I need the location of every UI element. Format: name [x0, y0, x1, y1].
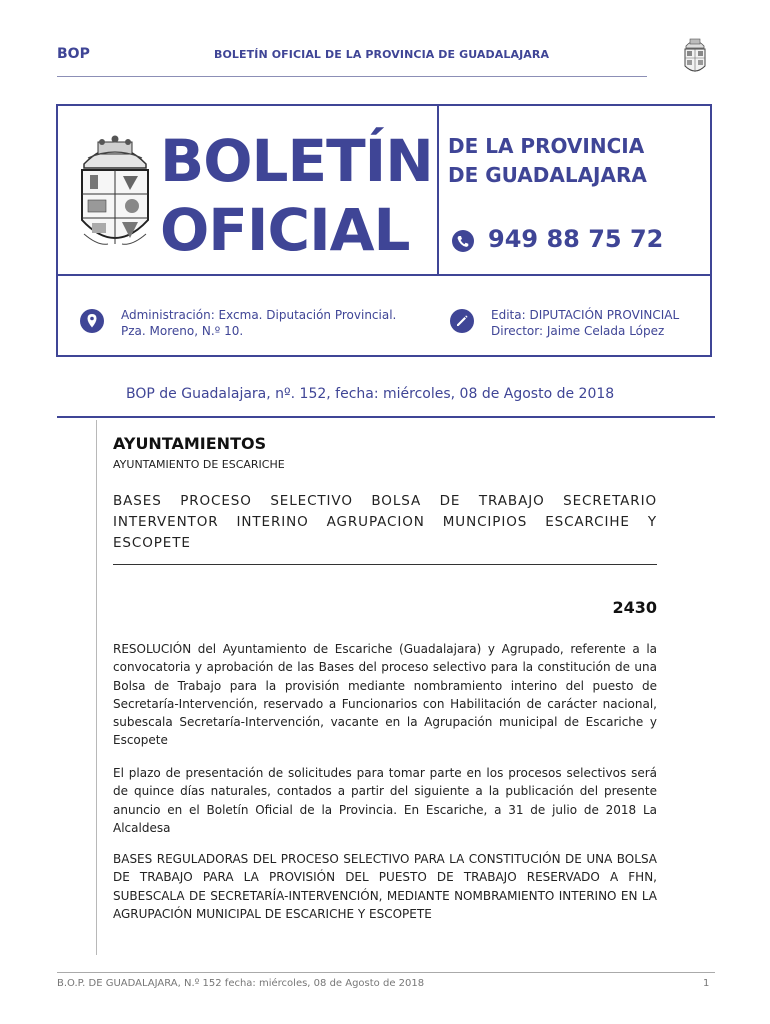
coat-of-arms-small-icon: [682, 36, 708, 76]
paragraph-deadline: El plazo de presentación de solicitudes para tomar parte en los procesos selectivos será de quince días naturales, contados a partir del siguiente a la publicación del presente anuncio en el Boletín Oficial de la Provincia. En Escariche, a 31 de julio de 2018 La Alcaldesa: [113, 766, 657, 835]
footer-citation: B.O.P. DE GUADALAJARA, N.º 152 fecha: miércoles, 08 de Agosto de 2018: [57, 978, 425, 989]
subsection-heading: AYUNTAMIENTO DE ESCARICHE: [113, 458, 285, 471]
announcement-number: 2430: [612, 598, 657, 617]
masthead-divider: [56, 274, 712, 276]
paragraph-resolution: RESOLUCIÓN del Ayuntamiento de Escariche (Guadalajara) y Agrupado, referente a la convocatoria y aprobación de las Bases del proceso selectivo para la constitución de una Bolsa de Trabajo para la provisión mediante nombramiento interino del puesto de Secretaría-Intervención, reservado a Funcionarios con Habilitación de carácter nacional, subescala Secretaría-Intervención, vacante en la Agrupación municipal de Escariche y Escopete: [113, 642, 657, 748]
announcement-title: BASES PROCESO SELECTIVO BOLSA DE TRABAJO SECRETARIO INTERVENTOR INTERINO AGRUPACION MUNCIPIOS ESCARCIHE Y ESCOPETE: [113, 493, 657, 551]
issue-line: BOP de Guadalajara, nº. 152, fecha: miércoles, 08 de Agosto de 2018: [126, 386, 615, 402]
pencil-icon: [450, 309, 474, 333]
header-rule: [57, 76, 647, 77]
footer-rule: [57, 972, 715, 973]
issue-rule: [57, 416, 715, 418]
page-number: 1: [703, 978, 710, 989]
location-pin-icon: [80, 309, 104, 333]
editor-line-2: Director: Jaime Celada López: [491, 324, 665, 338]
masthead-vertical-divider: [437, 104, 439, 276]
left-margin-rule: [96, 420, 97, 955]
section-heading: AYUNTAMIENTOS: [113, 434, 267, 453]
header-title: BOLETÍN OFICIAL DE LA PROVINCIA DE GUADALAJARA: [214, 48, 550, 61]
province-line-2: DE GUADALAJARA: [448, 163, 647, 187]
masthead-word-boletin: BOLETÍN: [160, 127, 433, 195]
header-short: BOP: [57, 46, 90, 62]
phone-icon: [452, 230, 474, 252]
paragraph-bases: BASES REGULADORAS DEL PROCESO SELECTIVO PARA LA CONSTITUCIÓN DE UNA BOLSA DE TRABAJO PARA LA PROVISIÓN DEL PUESTO DE TRABAJO RESERVADO A FHN, SUBESCALA DE SECRETARÍA-INTERVENCIÓN, MEDIANTE NOMBRAMIENTO INTERINO EN LA AGRUPACIÓN MUNICIPAL DE ESCARICHE Y ESCOPETE: [113, 852, 657, 921]
phone-number: 949 88 75 72: [488, 225, 664, 253]
admin-line-2: Pza. Moreno, N.º 10.: [121, 324, 244, 338]
coat-of-arms-icon: [78, 134, 152, 254]
editor-line-1: Edita: DIPUTACIÓN PROVINCIAL: [491, 308, 680, 322]
masthead-word-oficial: OFICIAL: [160, 196, 410, 264]
admin-line-1: Administración: Excma. Diputación Provincial.: [121, 308, 397, 322]
title-rule: [113, 564, 657, 565]
province-line-1: DE LA PROVINCIA: [448, 134, 645, 158]
